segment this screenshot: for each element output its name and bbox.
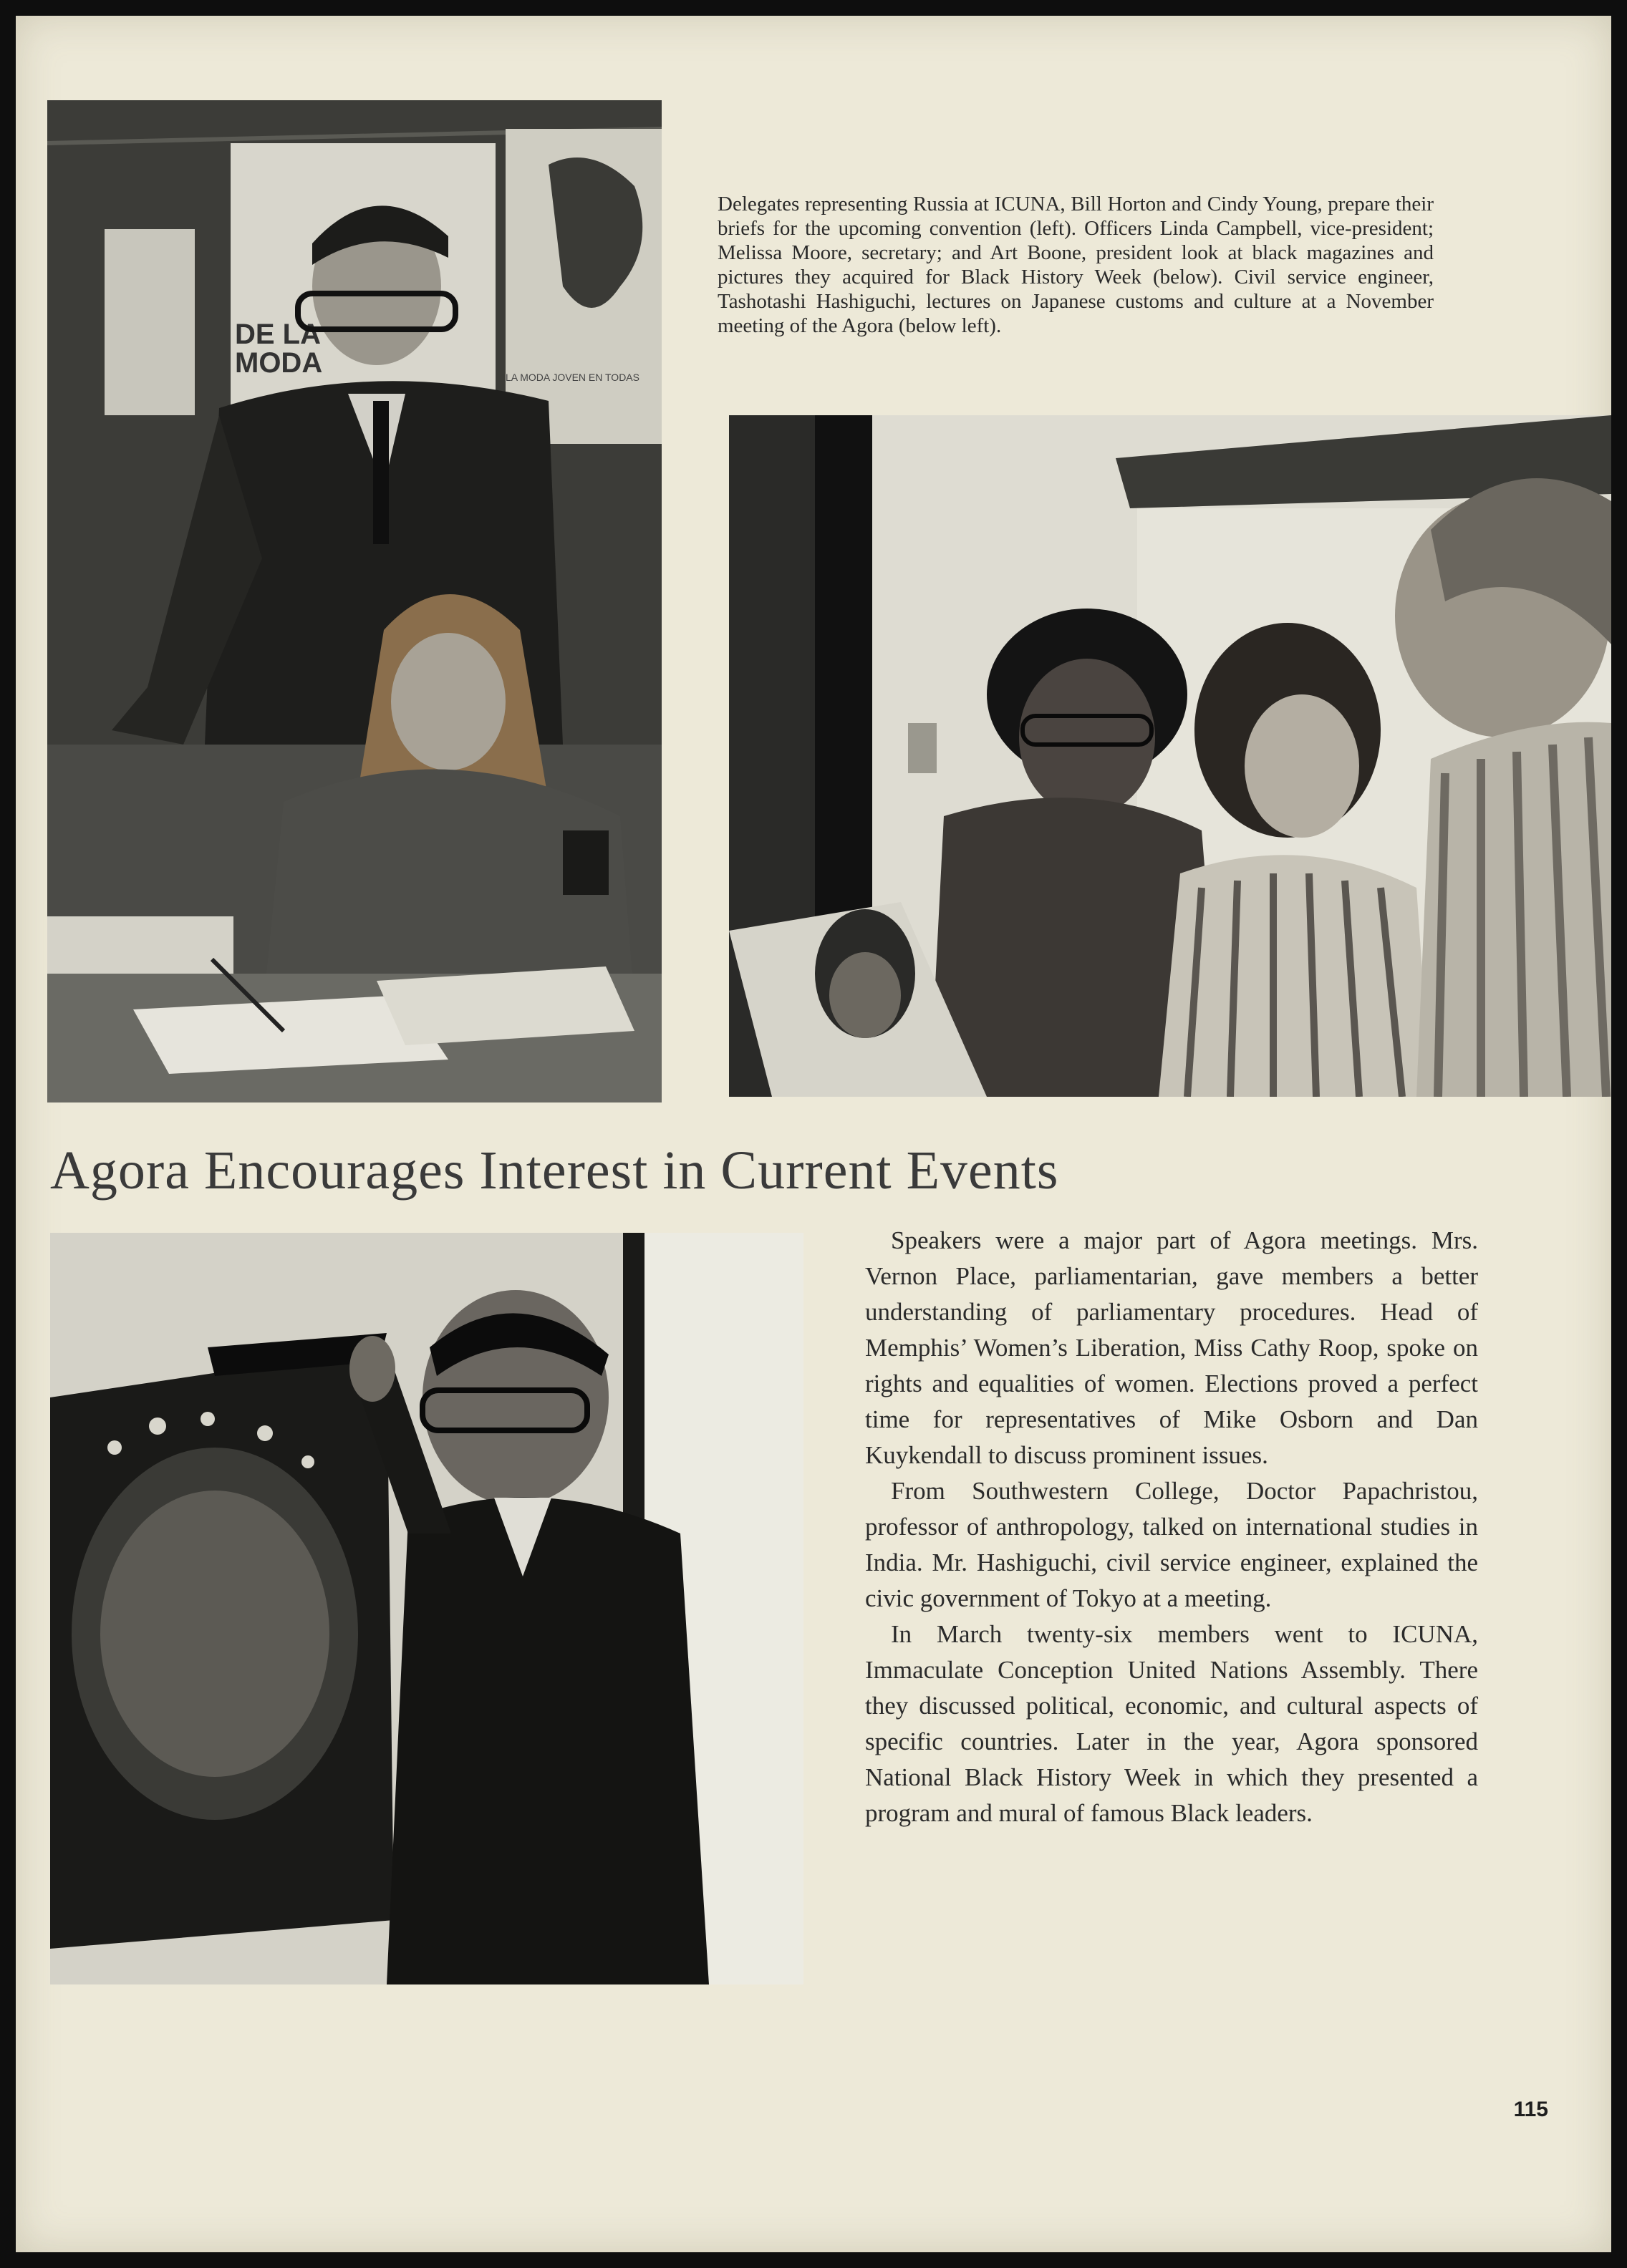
yearbook-page <box>16 16 1611 2252</box>
body-paragraph-1: Speakers were a major part of Agora meetings. Mrs. Vernon Place, parliamentarian, gave members a better understanding of parliamentary procedures. Head of Memphis’ Women’s Liberation, Miss Cathy Roop, spoke on rights and equalities of women. Elections proved a perfect time for representatives of Mike Osborn and Dan Kuykendall to discuss prominent issues. <box>865 1226 1478 1469</box>
body-paragraph-2: From Southwestern College, Doctor Papachristou, professor of anthropology, talked on international studies in India. Mr. Hashiguchi, civil service engineer, explained the civic government of Tokyo at a meeting. <box>865 1477 1478 1612</box>
photo-bhw-image <box>729 415 1611 1097</box>
photo-black-history-week <box>729 415 1611 1097</box>
photo-caption: Delegates representing Russia at ICUNA, Bill Horton and Cindy Young, prepare their briefs for the upcoming convention (left). Officers Linda Campbell, vice-president; Melissa Moore, secretary; and Art Boone, president look at black magazines and pictures they acquired for Black History Week (below). Civil service engineer, Tashotashi Hashiguchi, lectures on Japanese customs and culture at a November meeting of the Agora (below left). <box>718 193 1434 337</box>
page-number: 115 <box>1513 2098 1548 2121</box>
poster-text-1: DE LA <box>235 319 321 350</box>
photo-icuna-image <box>47 100 662 1102</box>
article-body <box>865 1223 1478 1831</box>
photo-hashiguchi-lecture <box>50 1233 803 1984</box>
photo-lecture-image <box>50 1233 803 1984</box>
poster-text-2: MODA <box>235 347 323 379</box>
poster-text-3: LA MODA JOVEN EN TODAS <box>506 372 639 383</box>
body-paragraph-3: In March twenty-six members went to ICUNA, Immaculate Conception United Nations Assembly. There they discussed political, economic, and cultural aspects of specific countries. Later in the year, Agora sponsored National Black History Week in which they presented a program and mural of famous Black leaders. <box>865 1620 1478 1827</box>
photo-icuna-delegates <box>47 100 662 1102</box>
article-headline: Agora Encourages Interest in Current Events <box>50 1140 1059 1201</box>
